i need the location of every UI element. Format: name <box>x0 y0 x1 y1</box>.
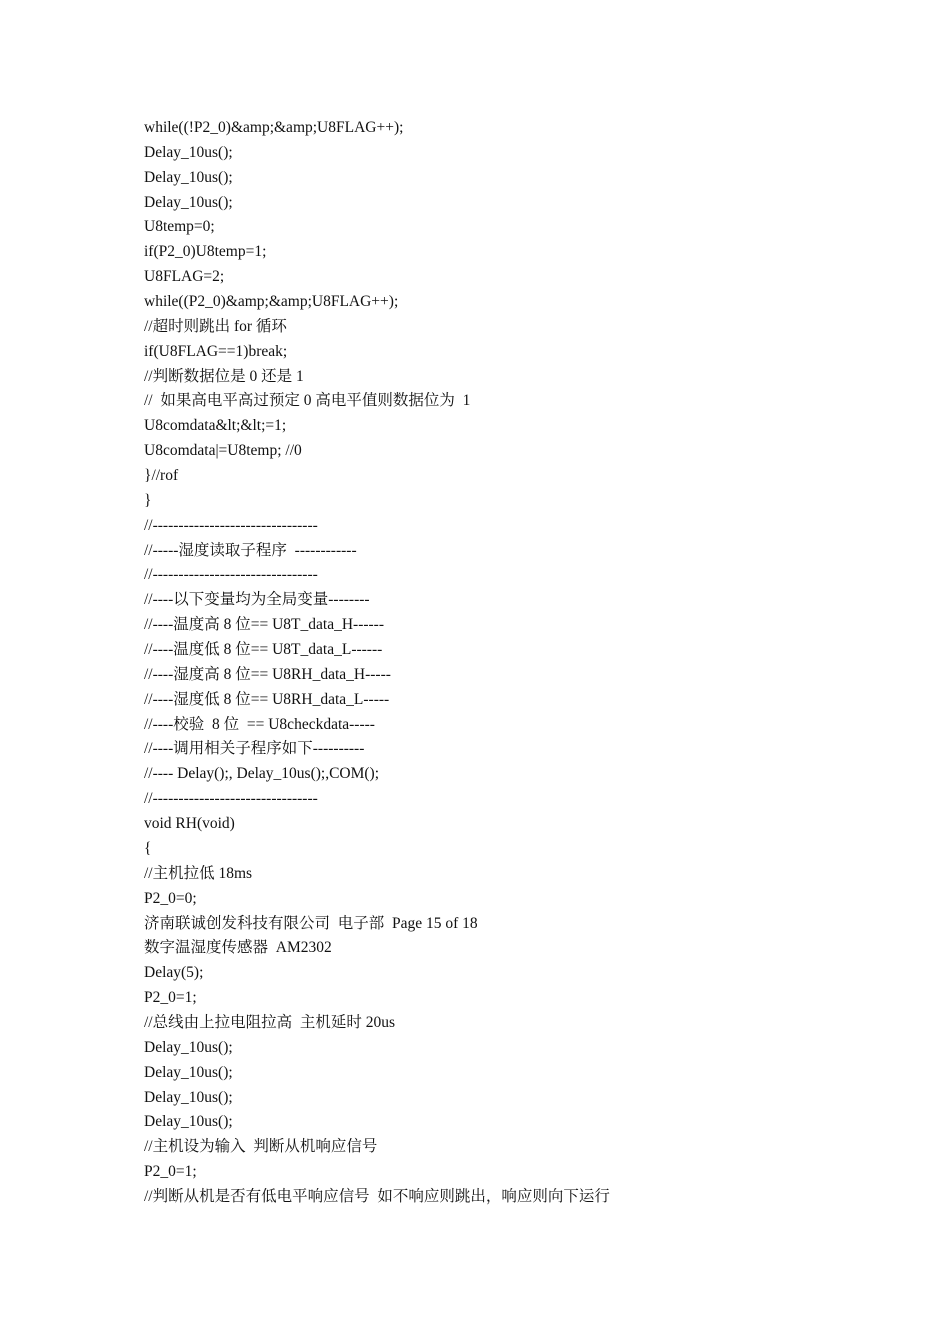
code-line: while((P2_0)&amp;&amp;U8FLAG++); <box>144 293 399 311</box>
code-comment: //主机拉低 18ms <box>144 864 253 882</box>
code-separator: //-------------------------------- <box>144 566 318 584</box>
code-line: U8temp=0; <box>144 218 215 236</box>
code-comment: //----校验 8 位 == U8checkdata----- <box>144 715 375 733</box>
code-listing <box>144 116 904 1210</box>
code-comment: //超时则跳出 for 循环 <box>144 317 287 335</box>
code-line: { <box>144 839 152 857</box>
code-comment: //----湿度高 8 位== U8RH_data_H----- <box>144 665 391 683</box>
code-line: } <box>144 491 152 509</box>
code-line: Delay_10us(); <box>144 168 233 186</box>
code-comment: //---- Delay();, Delay_10us();,COM(); <box>144 765 380 783</box>
code-line: U8comdata&lt;&lt;=1; <box>144 417 287 435</box>
code-line: P2_0=1; <box>144 989 197 1007</box>
code-line: Delay_10us(); <box>144 1088 233 1106</box>
code-line: Delay_10us(); <box>144 1113 233 1131</box>
code-line: P2_0=0; <box>144 889 197 907</box>
code-separator: //-------------------------------- <box>144 790 318 808</box>
code-comment: //判断从机是否有低电平响应信号 如不响应则跳出，响应则向下运行 <box>144 1187 610 1205</box>
code-line: Delay_10us(); <box>144 193 233 211</box>
code-line: Delay_10us(); <box>144 143 233 161</box>
code-line: U8FLAG=2; <box>144 268 225 286</box>
code-line: void RH(void) <box>144 815 235 833</box>
code-comment: //----温度高 8 位== U8T_data_H------ <box>144 616 385 634</box>
code-comment: //----以下变量均为全局变量-------- <box>144 591 370 609</box>
code-line: while((!P2_0)&amp;&amp;U8FLAG++); <box>144 119 404 136</box>
code-line: }//rof <box>144 467 179 485</box>
code-line: Delay_10us(); <box>144 1063 233 1081</box>
page-footer-text: 济南联诚创发科技有限公司 电子部 Page 15 of 18 <box>144 914 478 932</box>
code-comment: //----温度低 8 位== U8T_data_L------ <box>144 641 383 659</box>
section-heading-comment: //-----湿度读取子程序 ------------ <box>144 541 357 559</box>
code-line: P2_0=1; <box>144 1163 197 1181</box>
code-line: Delay_10us(); <box>144 1038 233 1056</box>
code-line: U8comdata|=U8temp; //0 <box>144 442 302 460</box>
code-line: if(U8FLAG==1)break; <box>144 342 288 360</box>
code-line: Delay(5); <box>144 964 204 982</box>
page-header-text: 数字温湿度传感器 AM2302 <box>144 939 332 957</box>
code-comment: //判断数据位是 0 还是 1 <box>144 367 304 385</box>
code-comment: //----湿度低 8 位== U8RH_data_L----- <box>144 690 390 708</box>
code-comment: //----调用相关子程序如下---------- <box>144 740 365 758</box>
code-separator: //-------------------------------- <box>144 516 318 534</box>
code-comment: //总线由上拉电阻拉高 主机延时 20us <box>144 1013 396 1031</box>
code-comment: //主机设为输入 判断从机响应信号 <box>144 1138 378 1156</box>
code-comment: // 如果高电平高过预定 0 高电平值则数据位为 1 <box>144 392 471 410</box>
code-line: if(P2_0)U8temp=1; <box>144 243 267 261</box>
